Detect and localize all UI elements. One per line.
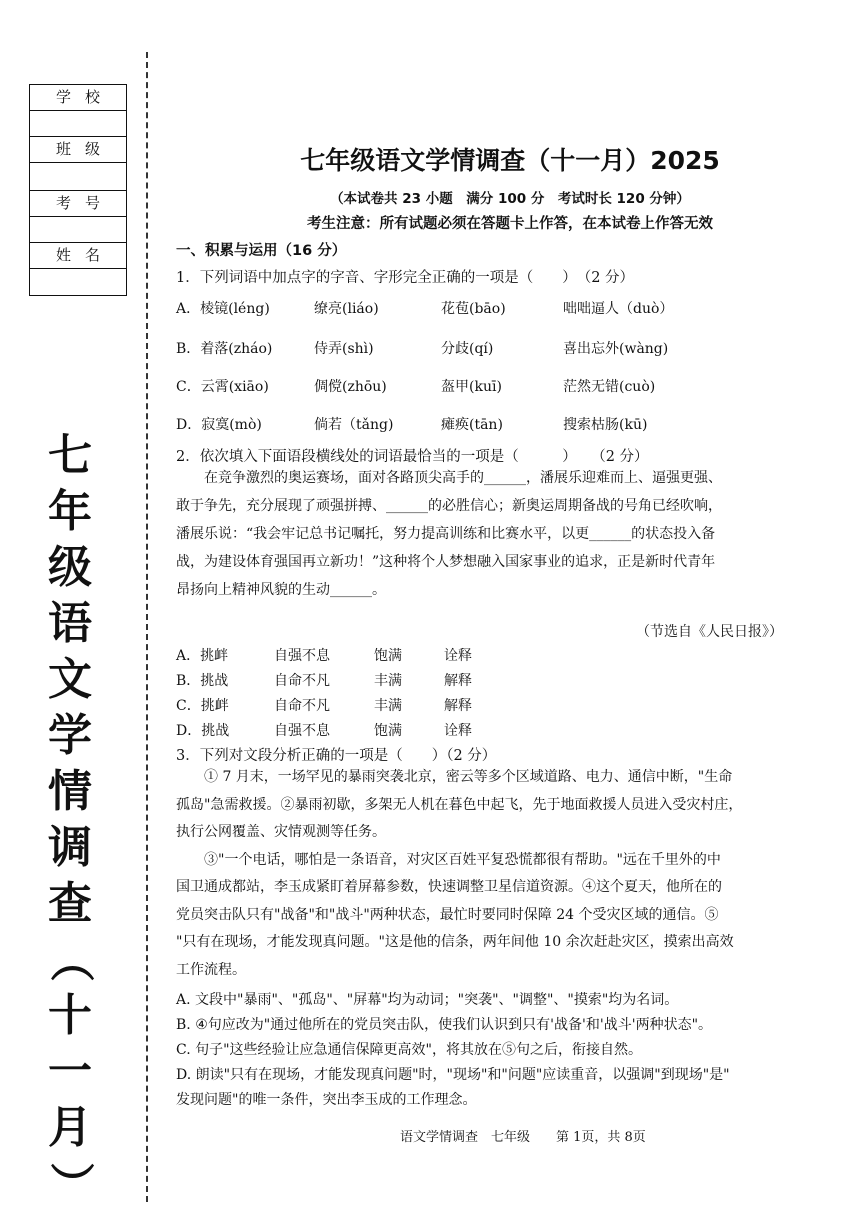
q2-option-c-3: 丰满	[374, 698, 402, 714]
section-heading: 一、积累与运用（16 分）	[176, 243, 347, 259]
passage-line: ③"一个电话，哪怕是一条语音，对灾区百姓平复恐慌都很有帮助。"远在千里外的中	[176, 851, 721, 868]
info-class-cell	[30, 137, 126, 163]
exam-subtitle: （本试卷共 23 小题 满分 100 分 考试时长 120 分钟）	[330, 191, 690, 207]
vertical-title-char: 文	[48, 654, 92, 705]
vertical-title-char: ）	[45, 1162, 96, 1206]
info-examno-blank[interactable]	[30, 217, 126, 243]
page-title: 七年级语文学情调查（十一月）2025	[300, 146, 720, 175]
q1-option-a-1: A．棱镜(léng)	[176, 301, 270, 317]
passage-line: 执行公网覆盖、灾情观测等任务。	[176, 824, 386, 840]
student-info-box	[29, 84, 127, 296]
vertical-title-char: 十	[48, 990, 92, 1041]
passage-line: 潘展乐说：“我会牢记总书记嘱托，努力提高训练和比赛水平，以更______的状态投入备	[176, 526, 716, 542]
binding-dashed-line	[146, 52, 148, 1202]
info-name-label: 姓名	[55, 246, 114, 264]
passage-line: 党员突击队只有"战备"和"战斗"两种状态，最忙时要同时保障 24 个受灾区域的通信。⑤	[176, 906, 719, 923]
q1-option-a-3: 花苞(bāo)	[441, 301, 506, 317]
question-3-passage	[176, 764, 816, 984]
q3-option-c: C. 句子"这些经验让应急通信保障更高效"，将其放在⑤句之后，衔接自然。	[176, 1042, 642, 1058]
q1-option-d-3: 瘫痪(tān)	[441, 417, 503, 433]
q2-option-b-2: 自命不凡	[274, 673, 330, 689]
info-name-blank[interactable]	[30, 269, 126, 295]
q2-option-c-2: 自命不凡	[274, 698, 330, 714]
passage-line: 敢于争先，充分展现了顽强拼搏、______的必胜信心；新奥运周期备战的号角已经吹响，	[176, 498, 722, 514]
q1-option-a-2: 缭亮(liáo)	[314, 301, 379, 317]
vertical-title-char: 级	[48, 542, 92, 593]
passage-line: 昂扬向上精神风貌的生动______。	[176, 582, 386, 598]
vertical-title-char: 年	[48, 486, 92, 537]
page-footer: 语文学情调查 七年级 第 1页，共 8页	[400, 1130, 646, 1145]
vertical-title-char: 调	[48, 822, 92, 873]
q1-option-b-4: 喜出忘外(wàng)	[563, 341, 669, 357]
passage-line: "只有在现场，才能发现真问题。"这是他的信条，两年间他 10 余次赶赴灾区，摸索出高效	[176, 934, 734, 950]
vertical-title-char: 情	[48, 766, 92, 817]
info-class-label: 班级	[55, 140, 114, 158]
q2-option-b-1: B．挑战	[176, 673, 229, 689]
vertical-title	[40, 428, 100, 1212]
q2-option-d-1: D．挑战	[176, 723, 230, 739]
q1-option-c-4: 茫然无错(cuò)	[563, 379, 656, 395]
q1-option-c-2: 倜傥(zhōu)	[314, 379, 387, 395]
q2-option-c-4: 解释	[444, 698, 472, 714]
question-1-stem: 1．下列词语中加点字的字音、字形完全正确的一项是（ ） （2 分）	[176, 270, 635, 286]
q3-option-b: B. ④句应改为"通过他所在的党员突击队，使我们认识到只有'战备'和'战斗'两种状态"。	[176, 1017, 713, 1033]
question-2-stem: 2．依次填入下面语段横线处的词语最恰当的一项是（ ） （2 分）	[176, 449, 649, 465]
vertical-title-char: 查	[48, 878, 92, 929]
passage-line: 战，为建设体育强国再立新功！”这种将个人梦想融入国家事业的追求，正是新时代青年	[176, 554, 716, 570]
q1-option-a-4: 咄咄逼人（duò）	[563, 301, 674, 317]
vertical-title-char: （	[45, 938, 96, 982]
q1-option-c-1: C．云霄(xiāo)	[176, 379, 269, 395]
passage-line: 在竞争激烈的奥运赛场，面对各路顶尖高手的______，潘展乐迎难而上、逼强更强、	[176, 470, 722, 486]
q1-option-c-3: 盔甲(kuī)	[441, 379, 502, 395]
q2-option-c-1: C．挑衅	[176, 698, 229, 714]
q2-option-d-2: 自强不息	[274, 723, 330, 739]
passage-line: 工作流程。	[176, 961, 246, 978]
info-examno-label: 考号	[55, 194, 114, 212]
q2-option-b-3: 丰满	[374, 673, 402, 689]
q2-option-d-4: 诠释	[444, 723, 472, 739]
info-examno-cell	[30, 191, 126, 217]
question-2-passage	[176, 464, 816, 604]
passage-line: 国卫通成都站，李玉成紧盯着屏幕参数，快速调整卫星信道资源。④这个夏天，他所在的	[176, 879, 722, 895]
passage-line: ① 7 月末，一场罕见的暴雨突袭北京，密云等多个区域道路、电力、通信中断，"生命	[176, 769, 733, 785]
exam-notice: 考生注意：所有试题必须在答题卡上作答，在本试卷上作答无效	[307, 216, 713, 232]
info-school-blank[interactable]	[30, 111, 126, 137]
q1-option-d-2: 倘若（tǎng)	[314, 417, 394, 433]
q1-option-d-4: 搜索枯肠(kū)	[563, 417, 648, 433]
vertical-title-char: 语	[48, 598, 92, 649]
passage-line: 孤岛"急需救援。②暴雨初歇，多架无人机在暮色中起飞，先于地面救援人员进入受灾村庄，	[176, 796, 743, 813]
passage-source: （节选自《人民日报》）	[636, 624, 783, 640]
info-school-cell	[30, 85, 126, 111]
vertical-title-char: 月	[48, 1102, 92, 1153]
info-class-blank[interactable]	[30, 163, 126, 191]
vertical-title-char: 学	[48, 710, 92, 761]
vertical-title-char: 一	[48, 1046, 92, 1097]
q1-option-d-1: D．寂寞(mò)	[176, 417, 262, 433]
q3-option-a: A. 文段中"暴雨"、"孤岛"、"屏幕"均为动词；"突袭"、"调整"、"摸索"均为名词。	[176, 992, 679, 1008]
q2-option-a-2: 自强不息	[274, 648, 330, 664]
q2-option-a-1: A．挑衅	[176, 648, 229, 664]
info-name-cell	[30, 243, 126, 269]
question-3-options	[176, 988, 816, 1113]
q2-option-a-3: 饱满	[374, 648, 402, 664]
q3-option-d-continued: 发现问题"的唯一条件，突出李玉成的工作理念。	[176, 1092, 477, 1108]
question-3-stem: 3．下列对文段分析正确的一项是（ ）（2 分）	[176, 748, 497, 764]
vertical-title-char: 七	[48, 430, 92, 481]
q1-option-b-3: 分歧(qí)	[441, 341, 494, 357]
q2-option-b-4: 解释	[444, 673, 472, 689]
info-school-label: 学校	[55, 88, 114, 106]
q3-option-d: D. 朗读"只有在现场，才能发现真问题"时，"现场"和"问题"应读重音，以强调"到现场"是"	[176, 1067, 730, 1083]
q1-option-b-1: B．着落(zháo)	[176, 341, 273, 357]
q1-option-b-2: 侍弄(shì)	[314, 341, 374, 357]
q2-option-d-3: 饱满	[374, 723, 402, 739]
q2-option-a-4: 诠释	[444, 648, 472, 664]
